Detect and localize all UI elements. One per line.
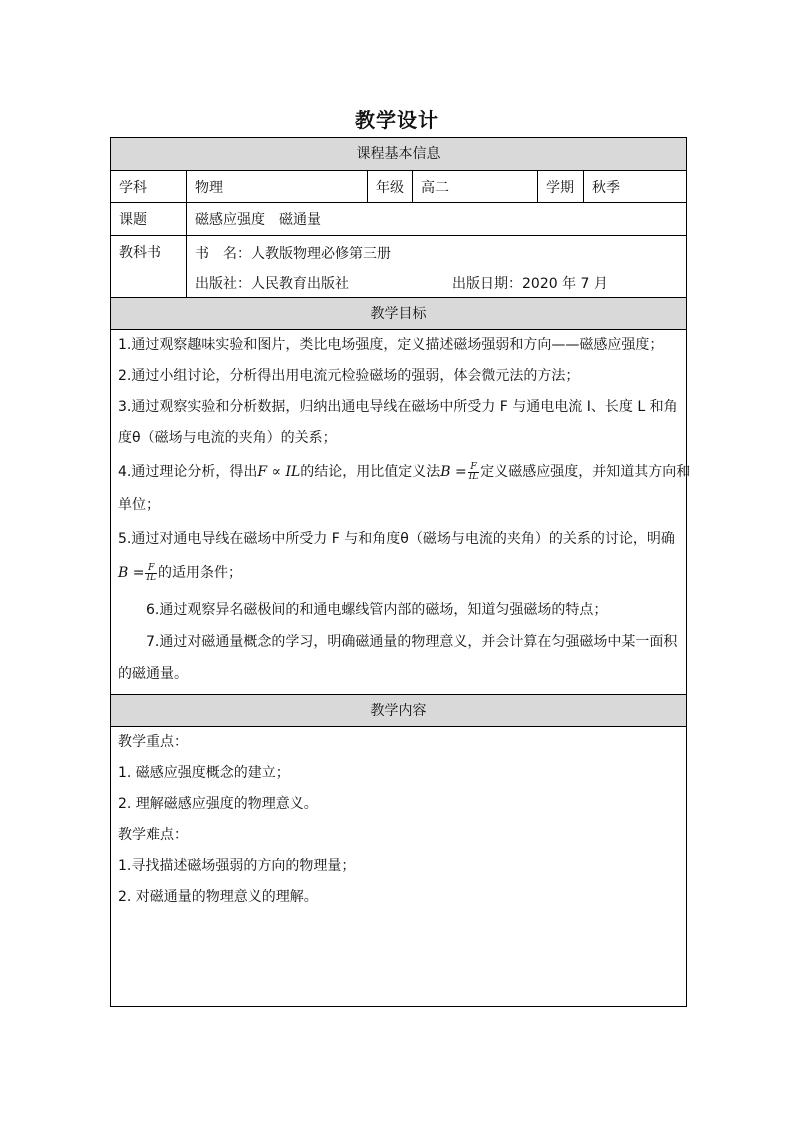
textbook-details — [186, 236, 686, 297]
basic-info-header: 课程基本信息 — [111, 138, 686, 171]
objective-7-line1: 7.通过对磁通量概念的学习，明确磁通量的物理意义，并会计算在匀强磁场中某一面积 — [146, 634, 678, 650]
subject-label: 学科 — [119, 179, 147, 196]
objective-5-line2 — [118, 558, 680, 589]
key-point-1: 1. 磁感应强度概念的建立； — [118, 765, 290, 781]
subject-value: 物理 — [186, 171, 367, 202]
objectives-header: 教学目标 — [111, 298, 686, 330]
objective-3-line1: 3.通过观察实验和分析数据，归纳出通电导线在磁场中所受力 F 与通电电流 I、长度 L 和角 — [118, 399, 678, 415]
b-formula-fraction-2 — [145, 564, 157, 583]
fraction-numerator-2: F — [145, 564, 157, 574]
difficulty-2: 2. 对磁通量的物理意义的理解。 — [118, 889, 318, 905]
publisher: 出版社：人民教育出版社 — [195, 276, 349, 292]
key-points-label: 教学重点： — [118, 734, 188, 750]
textbook-row — [111, 236, 686, 298]
publish-date: 出版日期：2020 年 7 月 — [452, 276, 608, 292]
difficulty-1: 1.寻找描述磁场强弱的方向的物理量； — [118, 858, 356, 874]
content-header: 教学内容 — [111, 695, 686, 727]
grade-label: 年级 — [367, 171, 412, 202]
grade-value: 高二 — [412, 171, 537, 202]
fraction-denominator: IL — [468, 471, 479, 482]
page-title: 教学设计 — [355, 108, 439, 132]
textbook-label: 教科书 — [119, 245, 161, 261]
objective-5-line1: 5.通过对通电导线在磁场中所受力 F 与和角度θ（磁场与电流的夹角）的关系的讨论，明确 — [118, 531, 675, 547]
subject-row — [111, 171, 686, 203]
objectives-body — [111, 330, 691, 695]
objective-6: 6.通过观察异名磁极间的和通电螺线管内部的磁场，知道匀强磁场的特点； — [146, 602, 608, 618]
fraction-denominator-2: IL — [146, 572, 157, 583]
book-name: 书 名：人教版物理必修第三册 — [195, 246, 391, 262]
objective-4-prefix: 4.通过理论分析，得出 — [118, 464, 258, 480]
topic-label: 课题 — [119, 212, 147, 228]
difficulties-label: 教学难点： — [118, 827, 188, 843]
topic-row — [111, 203, 686, 236]
b-formula-fraction — [468, 463, 480, 482]
term-value: 秋季 — [583, 171, 686, 202]
key-point-2: 2. 理解磁感应强度的物理意义。 — [118, 796, 318, 812]
lesson-plan-table — [110, 137, 691, 1007]
objective-4-line1 — [118, 457, 691, 488]
content-body — [111, 727, 686, 1006]
objective-4-line2: 单位； — [118, 497, 160, 513]
objective-2: 2.通过小组讨论，分析得出用电流元检验磁场的强弱，体会微元法的方法； — [118, 368, 580, 384]
b-formula-lhs-2: B = — [118, 565, 145, 581]
term-label: 学期 — [537, 171, 583, 202]
proportional-formula: F ∝ IL — [257, 464, 301, 480]
objective-1: 1.通过观察趣味实验和图片，类比电场强度，定义描述磁场强弱和方向——磁感应强度； — [118, 337, 664, 353]
objective-4-mid: 的结论，用比值定义法 — [300, 464, 441, 480]
objective-5-suffix: 的适用条件； — [158, 565, 243, 581]
objective-7-line2: 的磁通量。 — [118, 666, 188, 682]
fraction-numerator: F — [468, 463, 480, 473]
b-formula-lhs: B = — [440, 464, 467, 480]
topic-value: 磁感应强度 磁通量 — [186, 203, 686, 235]
objective-3-line2: 度θ（磁场与电流的夹角）的关系； — [118, 430, 337, 446]
objective-4-suffix: 定义磁感应强度，并知道其方向和 — [480, 464, 691, 480]
